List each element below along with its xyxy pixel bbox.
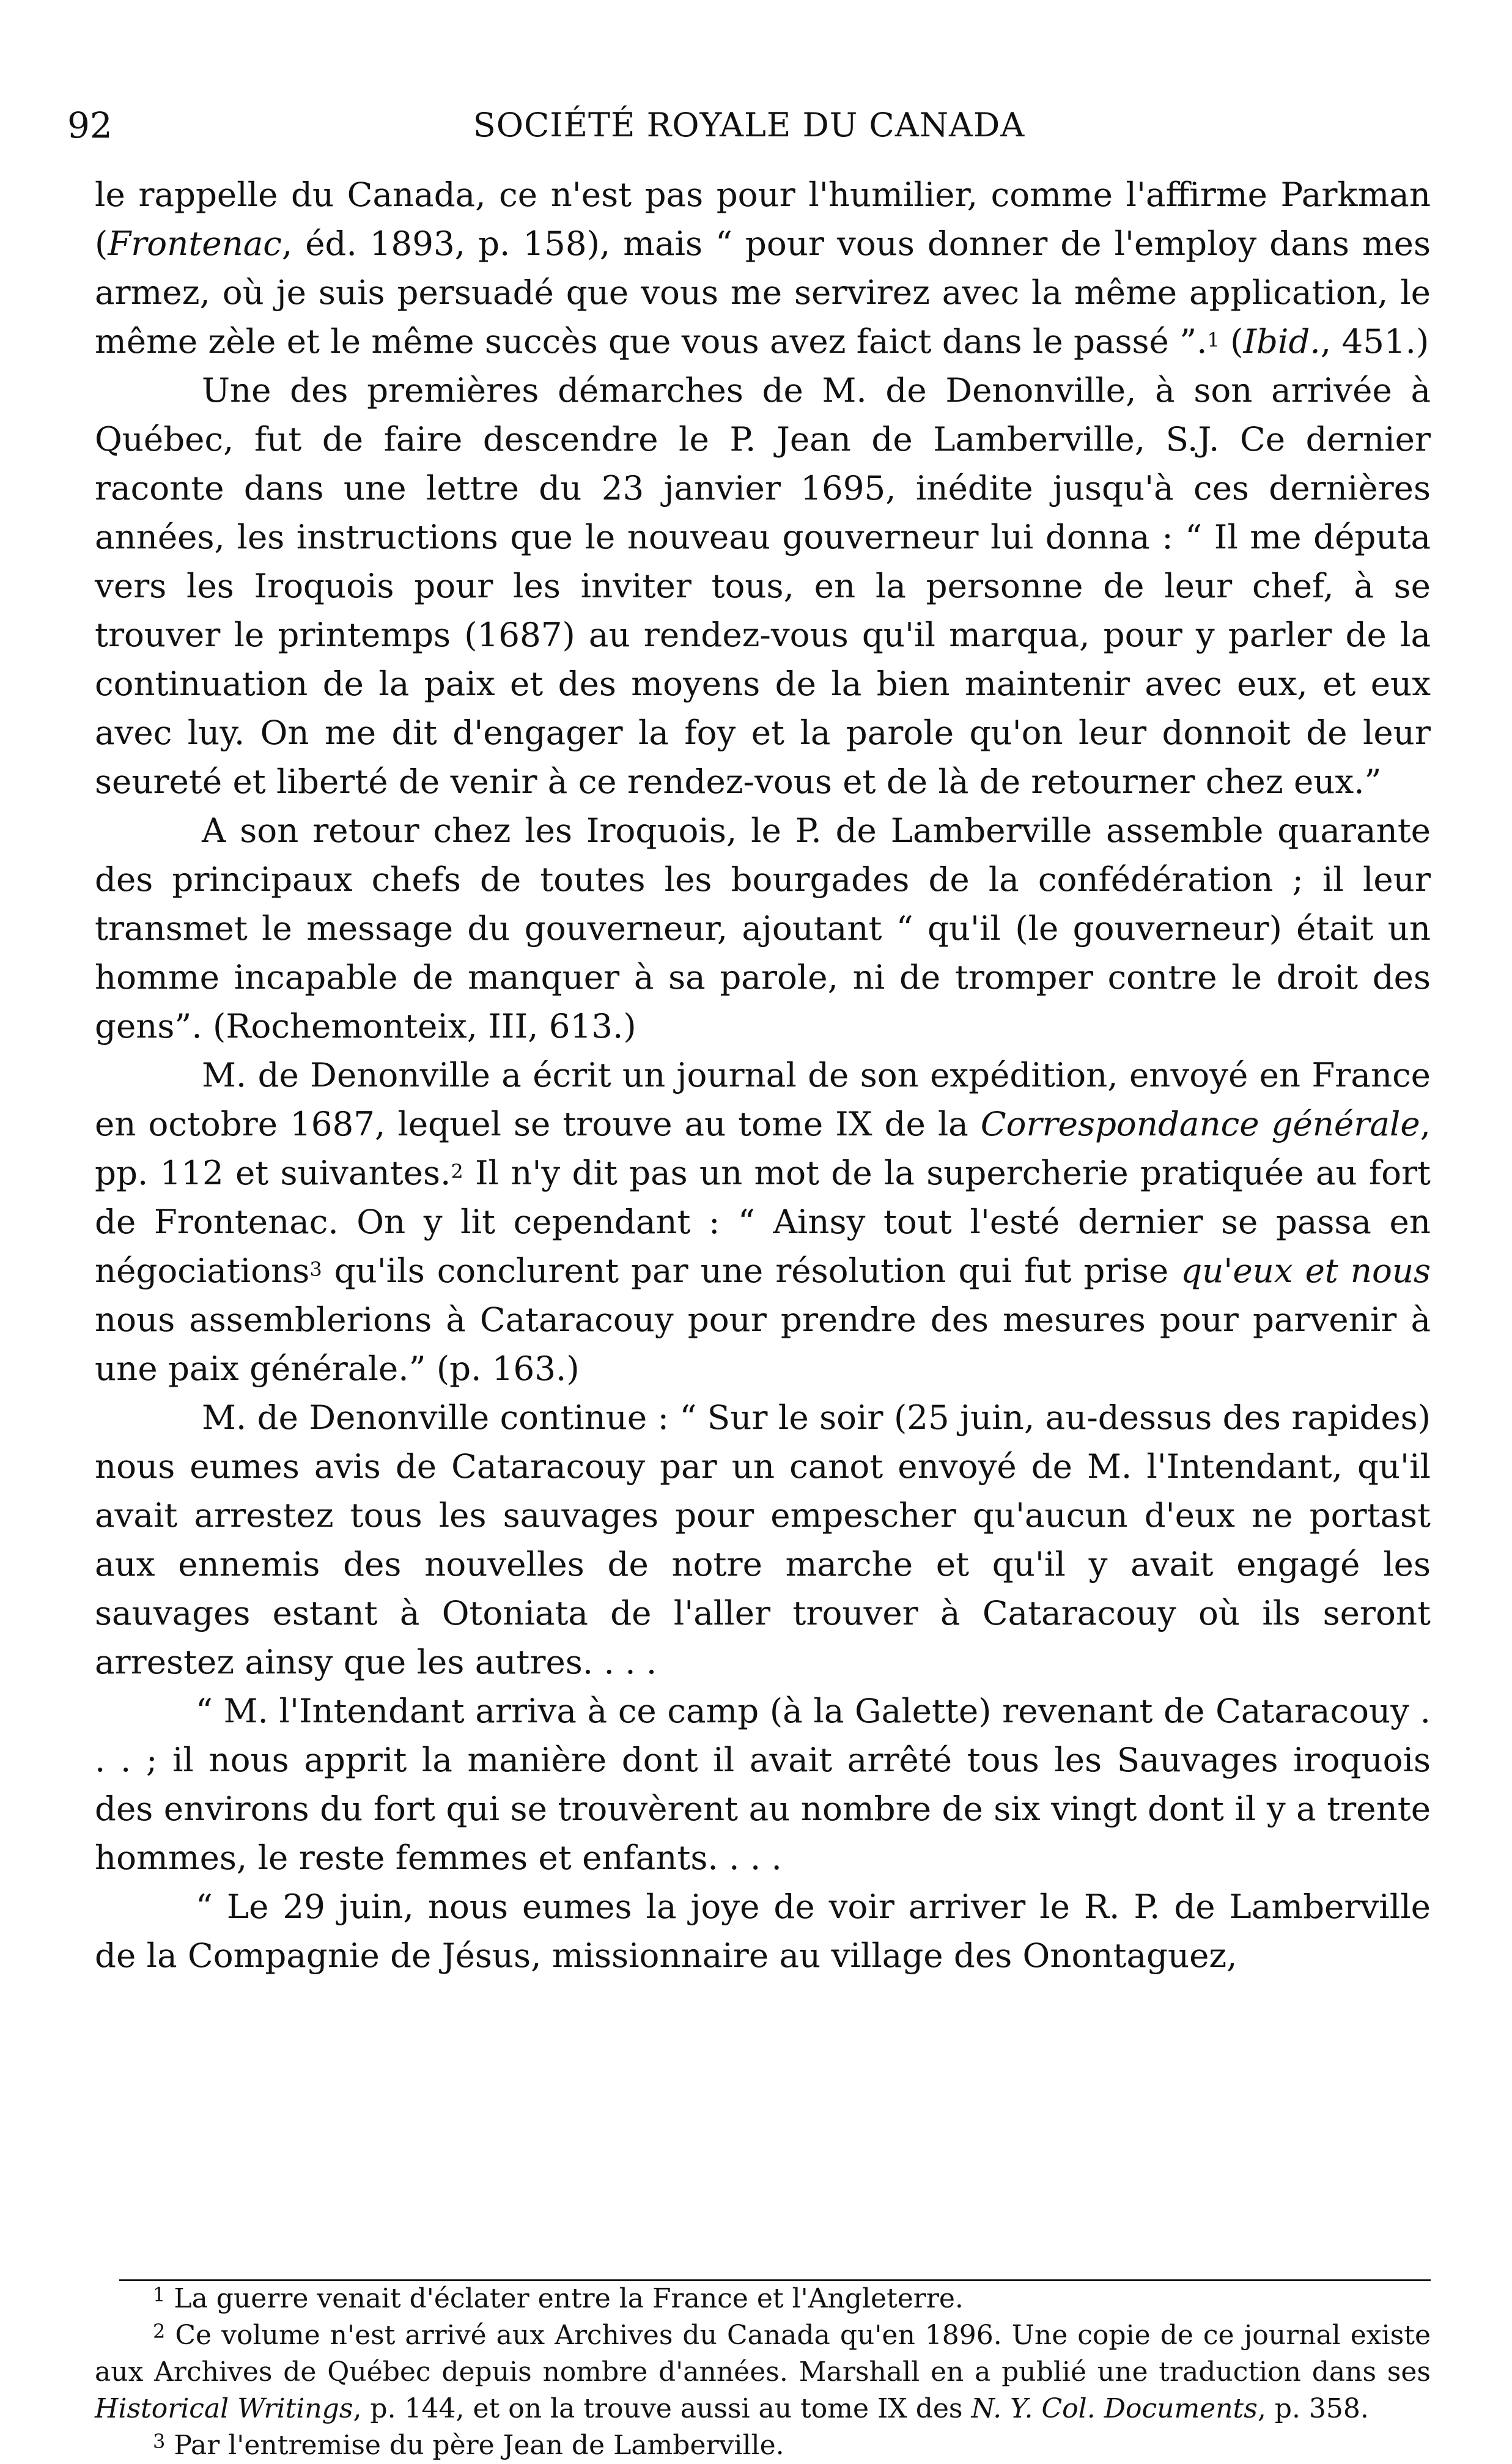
- footnote-text: La guerre venait d'éclater entre la France et l'Angleterre.: [165, 2283, 964, 2314]
- footnote-2: [95, 2317, 1431, 2427]
- footnote-ref-2: 2: [451, 1160, 463, 1183]
- footnote-text: Ce volume n'est arrivé aux Archives du Canada qu'en 1896. Une copie de ce journal existe aux Archives de Québec depuis nombre d'années. Marshall en a publié une traduction dans ses: [95, 2320, 1431, 2388]
- text-run: (: [1219, 322, 1244, 361]
- footnote-number: 3: [153, 2430, 166, 2453]
- paragraph-3: A son retour chez les Iroquois, le P. de Lamberville assemble quarante des principaux chefs de toutes les bourgades de la confédération ; il leur transmet le message du gouverneur, ajoutant “ qu'il (le gouverneur) était un homme incapable de manquer à sa parole, ni de tromper contre le droit des gens”. (Rochemonteix, III, 613.): [95, 811, 1431, 1046]
- text-run: le rappelle du Canada, ce n'est pas pour l'humilier, comme l'affirme Parkman (: [95, 175, 1431, 263]
- footnote-1: [95, 2281, 1431, 2317]
- text-run: nous assemblerions à Cataracouy pour prendre des mesures pour parvenir à une paix générale.” (p. 163.): [95, 1300, 1431, 1388]
- text-run: , 451.): [1320, 322, 1429, 361]
- text-run: , pp. 112 et suivantes.: [95, 1104, 1431, 1192]
- body-text: [95, 170, 1431, 1980]
- text-run: M. de Denonville a écrit un journal de son expédition, envoyé en France en octobre 1687, lequel se trouve au tome IX de la: [95, 1055, 1431, 1143]
- italic-title: N. Y. Col. Documents: [971, 2393, 1258, 2424]
- footnote-text: , p. 358.: [1257, 2393, 1369, 2424]
- text-run: Il n'y dit pas un mot de la supercherie pratiquée au fort de Frontenac. On y lit cependant : “ Ainsy tout l'esté dernier se passa en négociations: [95, 1153, 1431, 1290]
- footnote-text: , p. 144, et on la trouve aussi au tome IX des: [353, 2393, 972, 2424]
- paragraph-6: “ M. l'Intendant arriva à ce camp (à la Galette) revenant de Cataracouy . . . ; il nous apprit la manière dont il avait arrêté tous les Sauvages iroquois des environs du fort qui se trouvèrent au nombre de six vingt dont il y a trente hommes, le reste femmes et enfants. . . .: [95, 1691, 1431, 1877]
- footnote-ref-1: 1: [1207, 328, 1220, 352]
- italic-ibid: Ibid.: [1243, 322, 1321, 361]
- text-run: qu'ils conclurent par une résolution qui fut prise: [322, 1251, 1181, 1290]
- footnote-number: 1: [153, 2283, 166, 2306]
- italic-title: Correspondance générale: [980, 1104, 1420, 1143]
- footnote-ref-3: 3: [309, 1258, 322, 1281]
- italic-phrase: qu'eux et nous: [1181, 1251, 1431, 1290]
- footnote-text: Par l'entremise du père Jean de Lamberville.: [165, 2430, 784, 2461]
- paragraph-5: M. de Denonville continue : “ Sur le soir (25 juin, au-dessus des rapides) nous eumes avis de Cataracouy par un canot envoyé de M. l'Intendant, qu'il avait arrestez tous les sauvages pour empescher qu'aucun d'eux ne portast aux ennemis des nouvelles de notre marche et qu'il y avait engagé les sauvages estant à Otoniata de l'aller trouver à Cataracouy où ils seront arrestez ainsy que les autres. . . .: [95, 1398, 1431, 1681]
- footnote-3: [95, 2427, 1431, 2464]
- running-title: SOCIÉTÉ ROYALE DU CANADA: [473, 106, 1025, 144]
- footnotes: [95, 2281, 1431, 2464]
- footnote-number: 2: [153, 2320, 166, 2343]
- text-run: , éd. 1893, p. 158), mais “ pour vous donner de l'employ dans mes armez, où je suis persuadé que vous me servirez avec la même application, le même zèle et le même succès que vous avez faict dans le passé ”.: [95, 224, 1431, 361]
- page-header: [67, 101, 1431, 150]
- paragraph-2: Une des premières démarches de M. de Denonville, à son arrivée à Québec, fut de faire descendre le P. Jean de Lamberville, S.J. Ce dernier raconte dans une lettre du 23 janvier 1695, inédite jusqu'à ces dernières années, les instructions que le nouveau gouverneur lui donna : “ Il me députa vers les Iroquois pour les inviter tous, en la personne de leur chef, à se trouver le printemps (1687) au rendez-vous qu'il marqua, pour y parler de la continuation de la paix et des moyens de la bien maintenir avec eux, et eux avec luy. On me dit d'engager la foy et la parole qu'on leur donnoit de leur seureté et liberté de venir à ce rendez-vous et de là de retourner chez eux.”: [95, 371, 1431, 801]
- paragraph-7: “ Le 29 juin, nous eumes la joye de voir arriver le R. P. de Lamberville de la Compagnie de Jésus, missionnaire au village des Onontaguez,: [95, 1887, 1431, 1975]
- italic-title: Historical Writings: [95, 2393, 353, 2424]
- paragraph-4: [95, 1050, 1431, 1393]
- paragraph-1: [95, 170, 1431, 366]
- italic-title: Frontenac: [108, 224, 282, 263]
- page-number: 92: [67, 105, 112, 146]
